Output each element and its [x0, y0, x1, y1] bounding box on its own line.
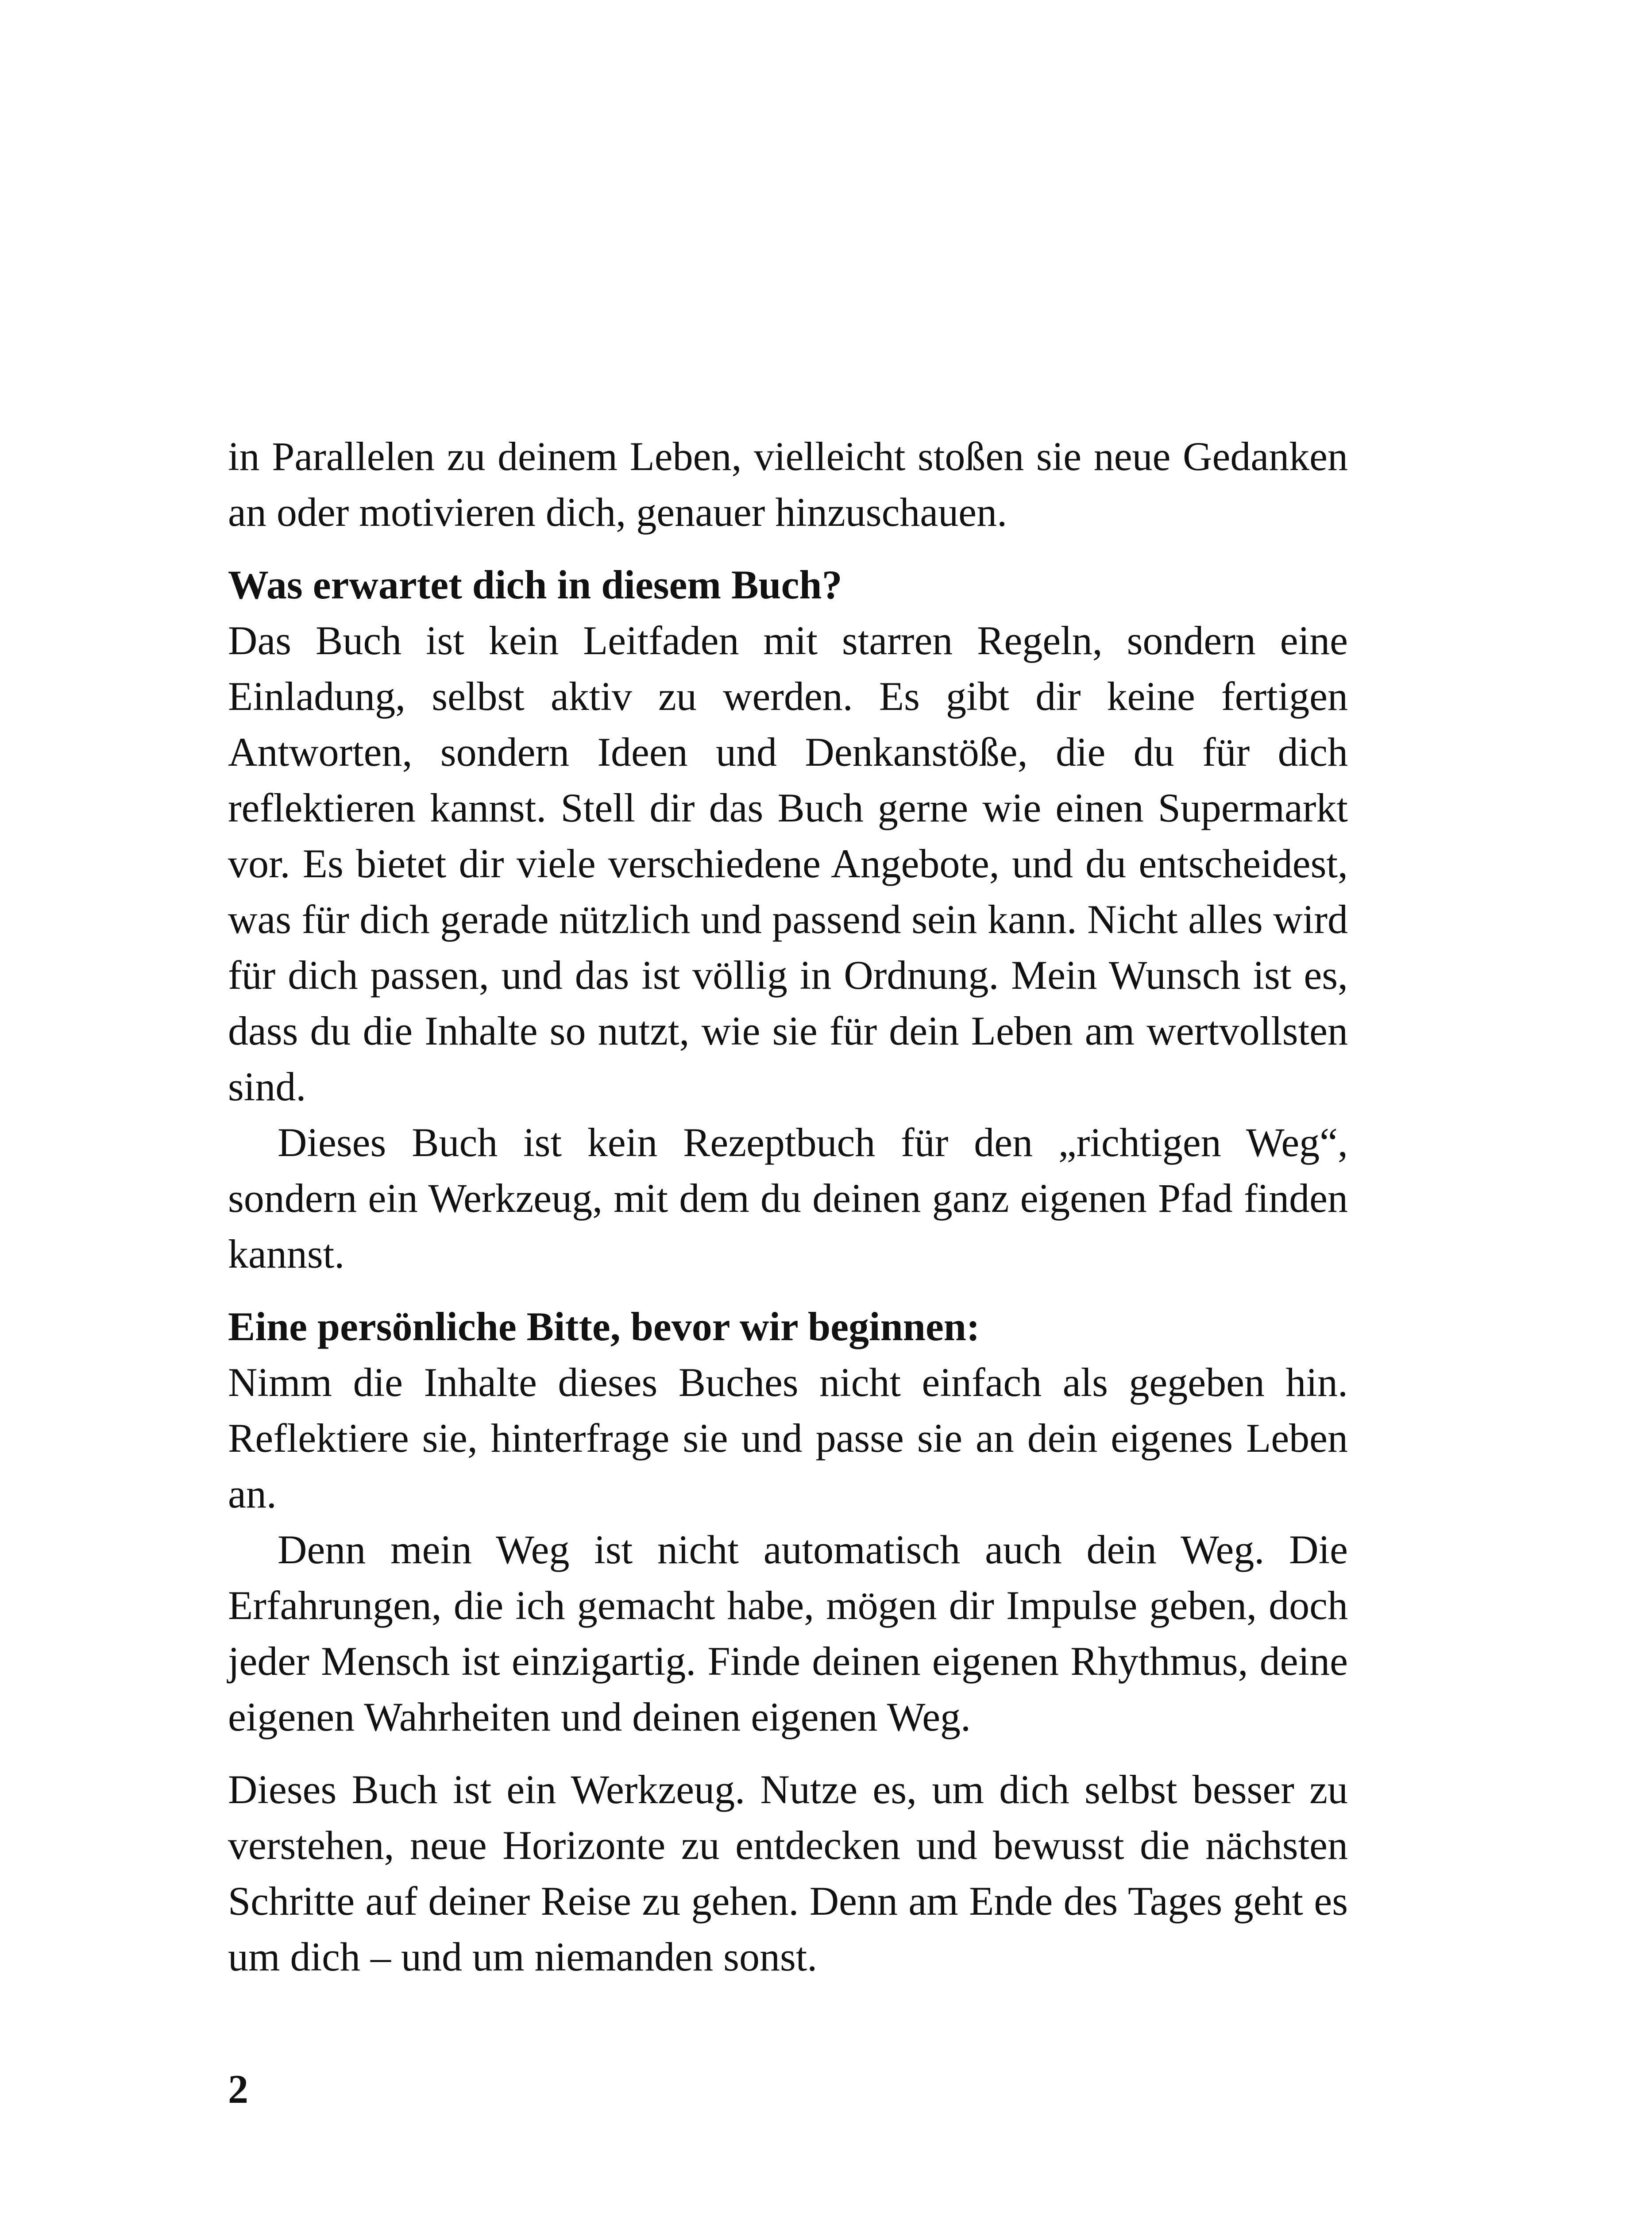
closing-paragraph: Dieses Buch ist ein Werkzeug. Nutze es, um dich selbst besser zu verstehen, neue Horizonte zu entdecken und bewusst die nächsten Schritte auf deiner Reise zu gehen. Denn am Ende des Tages geht es um dich – und um niemanden sonst. — [228, 1767, 1348, 1979]
section-spacer — [228, 1745, 1348, 1762]
page-number: 2 — [228, 2066, 248, 2112]
section-heading-expectations: Was erwartet dich in diesem Buch? — [228, 562, 842, 607]
section-spacer — [228, 1282, 1348, 1299]
intro-paragraph: in Parallelen zu deinem Leben, vielleicht stoßen sie neue Gedanken an oder motivieren dich, genauer hinzuschauen. — [228, 434, 1348, 535]
request-paragraph: Nimm die Inhalte dieses Buches nicht einfach als gegeben hin. Reflektiere sie, hinterfrage sie und passe sie an dein eigenes Leben an. — [228, 1360, 1348, 1516]
body-text — [228, 428, 1348, 1985]
tool-paragraph: Dieses Buch ist kein Rezeptbuch für den „richtigen Weg“, sondern ein Werkzeug, mit dem du deinen ganz eigenen Pfad finden kannst. — [228, 1120, 1348, 1276]
section-heading-request: Eine persönliche Bitte, bevor wir beginnen: — [228, 1304, 980, 1349]
expectations-paragraph: Das Buch ist kein Leitfaden mit starren Regeln, sondern eine Einladung, selbst aktiv zu werden. Es gibt dir keine fertigen Antworten, sondern Ideen und Denkanstöße, die du für dich reflektieren kannst. Stell dir das Buch gerne wie einen Supermarkt vor. Es bietet dir viele verschiedene Angebote, und du entscheidest, was für dich gerade nützlich und passend sein kann. Nicht alles wird für dich passen, und das ist völlig in Ordnung. Mein Wunsch ist es, dass du die Inhalte so nutzt, wie sie für dein Leben am wertvollsten sind. — [228, 618, 1348, 1109]
section-spacer — [228, 540, 1348, 557]
own-path-paragraph: Denn mein Weg ist nicht automatisch auch dein Weg. Die Erfahrungen, die ich gemacht habe, mögen dir Impulse geben, doch jeder Mensch ist einzigartig. Finde deinen eigenen Rhythmus, deine eigenen Wahrheiten und deinen eigenen Weg. — [228, 1527, 1348, 1739]
